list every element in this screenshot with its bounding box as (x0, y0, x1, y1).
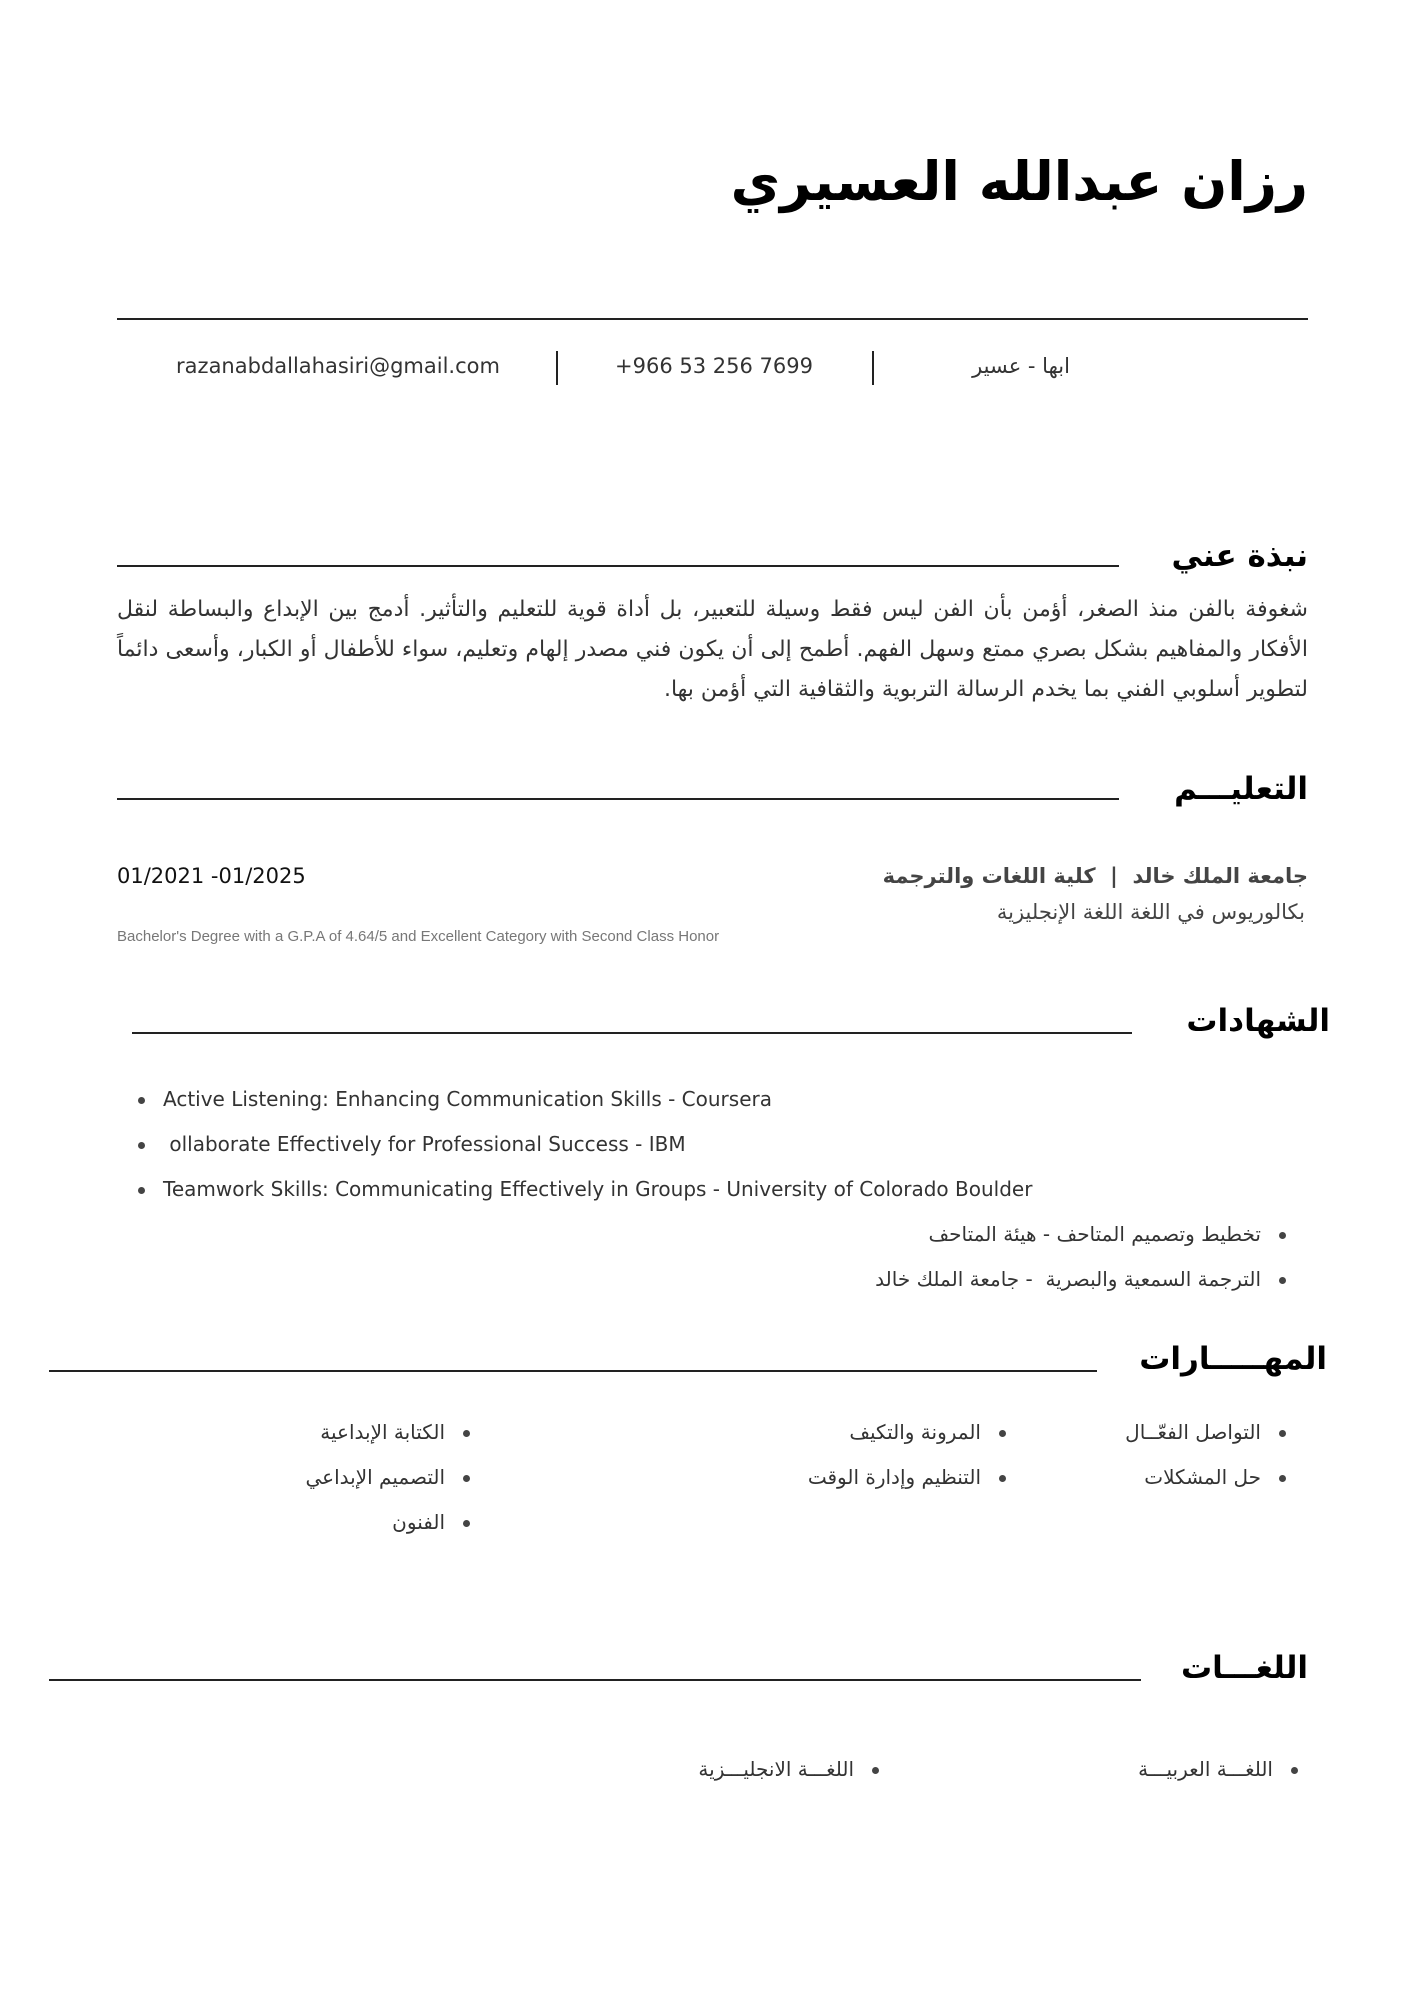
header-divider (117, 318, 1308, 320)
skills-divider (49, 1370, 1097, 1372)
skill-item: التصميم الإبداعي (306, 1465, 470, 1489)
education-divider (117, 798, 1119, 800)
skill-item: التواصل الفعّــال (1125, 1420, 1286, 1444)
bullet-icon (1279, 1430, 1286, 1437)
education-degree: بكالوريوس في اللغة اللغة الإنجليزية (996, 900, 1305, 924)
education-institution: جامعة الملك خالد | كلية اللغات والترجمة (882, 864, 1308, 888)
language-item: اللغـــة العربيـــة (1138, 1757, 1298, 1781)
skill-item: المرونة والتكيف (849, 1420, 1006, 1444)
contact-phone[interactable]: +966 53 256 7699 (615, 354, 813, 378)
bullet-icon (138, 1187, 145, 1194)
bullet-icon (138, 1142, 145, 1149)
skill-item: حل المشكلات (1144, 1465, 1286, 1489)
bullet-icon (463, 1475, 470, 1482)
bullet-icon (1279, 1475, 1286, 1482)
education-heading: التعليـــم (1174, 771, 1308, 807)
about-text: شغوفة بالفن منذ الصغر، أؤمن بأن الفن ليس فقط وسيلة للتعبير، بل أداة قوية للتعليم والتأثير. أدمج بين الإبداع والبساطة لنقل الأفكار والمفاهيم بشكل بصري ممتع وسهل الفهم. أطمح إلى أن يكون فني مصدر إلهام وتعليم، سواء للأطفال أو الكبار، وأسعى دائماً لتطوير أسلوبي الفني بما يخدم الرسالة التربوية والثقافية التي أؤمن بها. (117, 597, 1308, 702)
bullet-icon (138, 1097, 145, 1104)
certificate-item: Teamwork Skills: Communicating Effectively in Groups - University of Colorado Boulder (138, 1177, 1032, 1201)
certificate-item: الترجمة السمعية والبصرية - جامعة الملك خالد (875, 1267, 1286, 1291)
languages-heading: اللغـــات (1181, 1650, 1308, 1686)
bullet-icon (999, 1430, 1006, 1437)
certificate-item: ollaborate Effectively for Professional Success - IBM (138, 1132, 686, 1156)
skill-item: الكتابة الإبداعية (320, 1420, 470, 1444)
education-note: Bachelor's Degree with a G.P.A of 4.64/5 and Excellent Category with Second Class Honor (117, 928, 720, 945)
contact-divider (556, 351, 558, 385)
candidate-name: رزان عبدالله العسيري (730, 150, 1308, 213)
about-heading: نبذة عني (1171, 538, 1308, 574)
bullet-icon (999, 1475, 1006, 1482)
certificate-item: تخطيط وتصميم المتاحف - هيئة المتاحف (928, 1222, 1286, 1246)
skills-heading: المهـــــارات (1139, 1341, 1327, 1377)
skill-item: الفنون (392, 1510, 470, 1534)
skill-item: التنظيم وإدارة الوقت (808, 1465, 1006, 1489)
languages-divider (49, 1679, 1141, 1681)
contact-email[interactable]: razanabdallahasiri@gmail.com (176, 354, 500, 378)
bullet-icon (1279, 1232, 1286, 1239)
language-item: اللغـــة الانجليـــزية (698, 1757, 879, 1781)
bullet-icon (463, 1520, 470, 1527)
bullet-icon (463, 1430, 470, 1437)
education-dates: 01/2021 -01/2025 (117, 864, 306, 888)
contact-divider (872, 351, 874, 385)
certificates-heading: الشهادات (1186, 1003, 1330, 1039)
bullet-icon (1279, 1277, 1286, 1284)
contact-location: ابها - عسير (972, 354, 1070, 378)
certificates-divider (132, 1032, 1132, 1034)
about-divider (117, 565, 1119, 567)
certificate-item: Active Listening: Enhancing Communication Skills - Coursera (138, 1087, 772, 1111)
bullet-icon (872, 1767, 879, 1774)
bullet-icon (1291, 1767, 1298, 1774)
